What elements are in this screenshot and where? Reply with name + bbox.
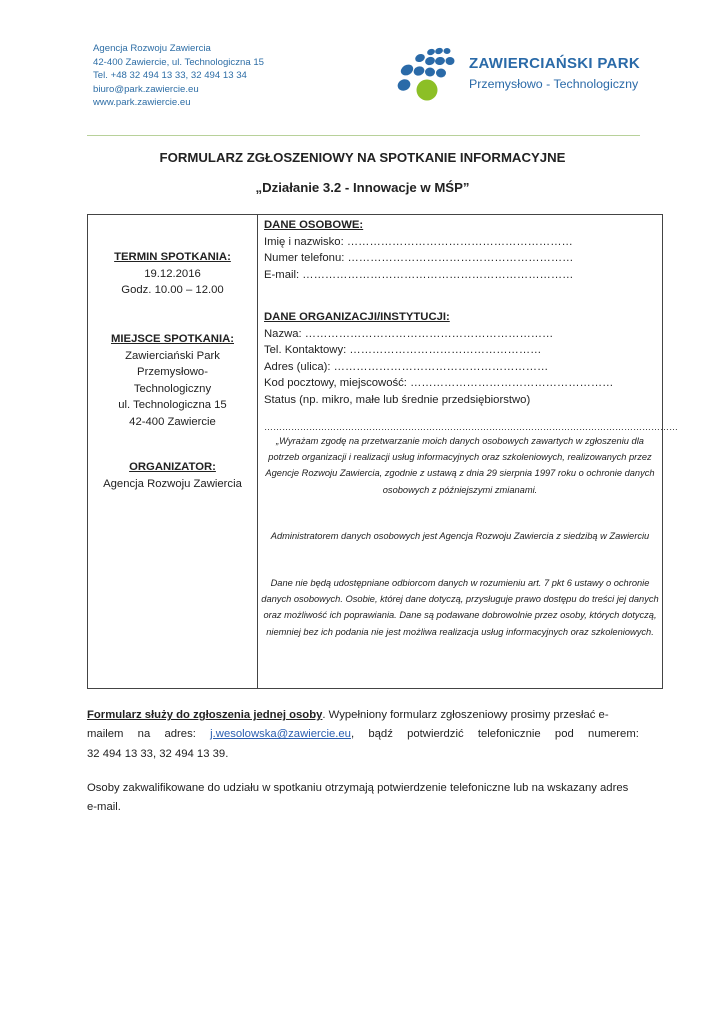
word: potwierdzić: [407, 728, 464, 741]
instructions-line-2: [87, 725, 639, 744]
data-sharing-statement: Dane nie będą udostępniane odbiorcom danych w rozumieniu art. 7 pkt 6 ustawy o ochronie danych osobowych. Osobie, której dane dotyczą, przysługuje prawo dostępu do treści jej danych oraz możliwość ich poprawiania. Dane są podawane dobrowolnie przez osoby, których dotyczą, niemniej bez ich podania nie jest możliwa realizacja usług informacyjnych oraz szkoleniowych.: [261, 578, 659, 637]
name-field[interactable]: Imię i nazwisko: ……………………………………………………: [264, 235, 573, 248]
meeting-place-block: [88, 331, 257, 431]
term-heading: TERMIN SPOTKANIA:: [114, 251, 231, 263]
contact-email: biuro@park.zawiercie.eu: [93, 83, 199, 95]
word: mailem: [87, 728, 124, 741]
qualification-note: Osoby zakwalifikowane do udziału w spotkaniu otrzymają potwierdzenie telefoniczne lub na wskazany adres e-mail.: [87, 782, 629, 814]
contact-phone: Tel. +48 32 494 13 33, 32 494 13 34: [93, 70, 247, 82]
place-line: Przemysłowo-: [137, 366, 208, 379]
phone-numbers: 32 494 13 33, 32 494 13 39.: [87, 747, 229, 760]
organizer-block: [88, 459, 257, 492]
registration-form-table: [87, 214, 678, 689]
organizer-name: Agencja Rozwoju Zawiercia: [103, 477, 242, 490]
word: telefonicznie: [477, 728, 541, 741]
organization-section: [264, 309, 660, 409]
word: na: [137, 728, 151, 741]
contact-website: www.park.zawiercie.eu: [93, 97, 191, 109]
submission-instructions: [87, 706, 639, 764]
status-dotted-line[interactable]: …………………………………………………………………………………………………………………………: [264, 422, 678, 432]
consent-statement: „Wyrażam zgodę na przetwarzanie moich danych osobowych zawartych w zgłoszeniu dla potrzeb organizacji i realizacji usług informacyjnych oraz szkoleniowych, realizowanych przez Agencje Rozwoju Zawiercia, zgodnie z ustawą z dnia 29 sierpnia 1997 roku o ochronie danych osobowych z późniejszymi zmianami.: [265, 436, 655, 495]
word: bądź: [368, 728, 393, 741]
word: pod: [554, 728, 574, 741]
dots-logo-icon: [393, 45, 465, 107]
contact-address: 42-400 Zawiercie, ul. Technologiczna 15: [93, 56, 265, 68]
meeting-time: Godz. 10.00 – 12.00: [121, 284, 224, 297]
organizer-heading: ORGANIZATOR:: [129, 461, 216, 473]
email-group: [210, 725, 354, 744]
comma: ,: [350, 728, 355, 741]
park-logo: [393, 45, 653, 107]
header-divider: [87, 135, 640, 136]
word: numerem:: [588, 728, 639, 741]
place-line: ul. Technologiczna 15: [118, 399, 227, 412]
email-field[interactable]: E-mail: ………………………………………………………………: [264, 268, 574, 281]
org-phone-field[interactable]: Tel. Kontaktowy: ……………………………………………: [264, 344, 542, 357]
logo-title: ZAWIERCIAŃSKI PARK: [469, 55, 640, 72]
instructions-text: . Wypełniony formularz zgłoszeniowy prosimy przesłać e-: [322, 709, 609, 721]
phone-field[interactable]: Numer telefonu: ……………………………………………………: [264, 252, 574, 265]
place-heading: MIEJSCE SPOTKANIA:: [110, 333, 235, 345]
place-line: Zawierciański Park: [125, 349, 220, 362]
org-status-field[interactable]: Status (np. mikro, małe lub średnie przedsiębiorstwo): [264, 393, 531, 406]
form-fields-column: [264, 217, 678, 432]
personal-data-heading: DANE OSOBOWE:: [264, 219, 364, 231]
org-name-field[interactable]: Nazwa: …………………………………………………………: [264, 327, 554, 340]
org-street-field[interactable]: Adres (ulica): …………………………………………………: [264, 360, 549, 373]
document-title: FORMULARZ ZGŁOSZENIOWY NA SPOTKANIE INFORMACYJNE: [159, 150, 566, 165]
column-divider: [257, 215, 258, 688]
one-person-note: Formularz służy do zgłoszenia jednej osoby: [87, 709, 323, 721]
instructions-line-1: [87, 706, 639, 725]
meeting-term-block: [88, 249, 257, 299]
org-postal-city-field[interactable]: Kod pocztowy, miejscowość: ………………………………………………: [264, 377, 614, 390]
document-subtitle: „Działanie 3.2 - Innowacje w MŚP”: [255, 180, 470, 195]
contact-email-link[interactable]: j.wesolowska@zawiercie.eu: [210, 728, 351, 741]
contact-block: [93, 42, 264, 110]
administrator-statement: Administratorem danych osobowych jest Agencja Rozwoju Zawiercia z siedzibą w Zawierciu: [270, 531, 650, 541]
place-line: Technologiczny: [133, 382, 212, 395]
place-line: 42-400 Zawiercie: [129, 415, 216, 428]
logo-subtitle: Przemysłowo - Technologiczny: [469, 77, 639, 91]
organization-heading: DANE ORGANIZACJI/INSTYTUCJI:: [264, 311, 450, 323]
word: adres:: [164, 728, 196, 741]
contact-org: Agencja Rozwoju Zawiercia: [93, 43, 211, 54]
meeting-date: 19.12.2016: [144, 267, 201, 280]
